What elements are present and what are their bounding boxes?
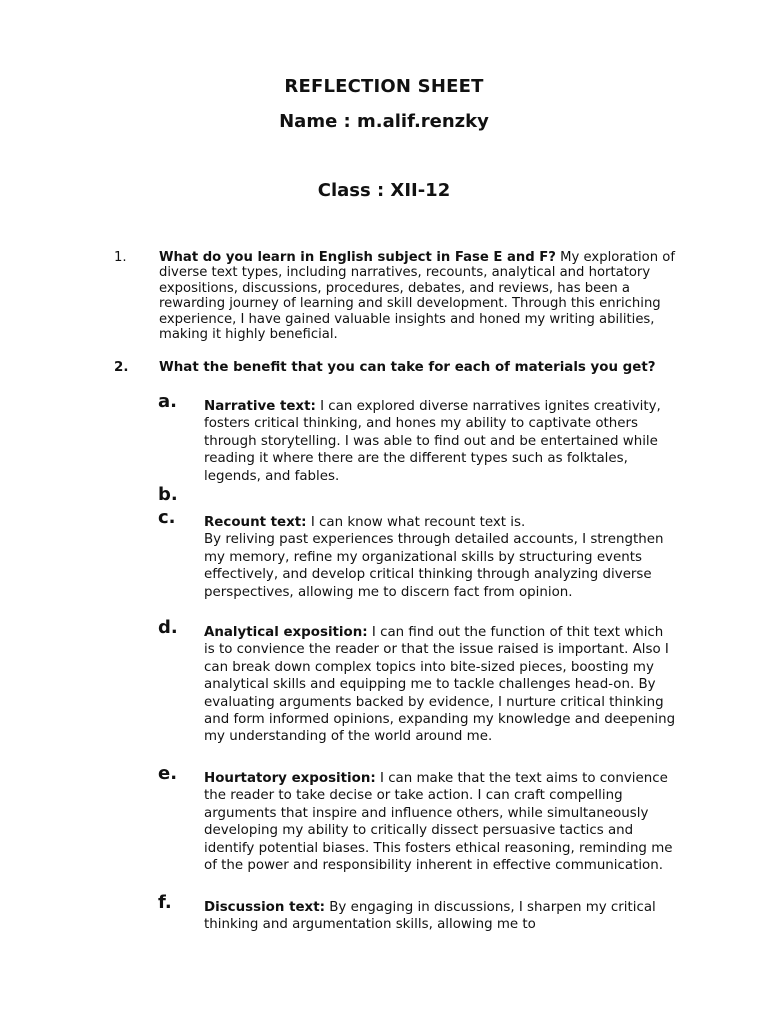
question-text: What the benefit that you can take for each of materials you get? <box>159 360 656 375</box>
item-text-continued: By reliving past experiences through detailed accounts, I strengthen my memory, refine my organizational skills by structuring events effectively, and develop critical thinking through analyzing diverse perspectives, allowing me to discern fact from opinion. <box>204 532 664 600</box>
question-number: 1. <box>114 250 127 265</box>
material-item-narrative <box>158 391 678 485</box>
item-label: Hourtatory exposition: <box>204 771 376 786</box>
item-text-continued: I can craft compelling arguments that inspire and influence others, while simultaneously developing my ability to critically dissect persuasive tactics and identify potential biases. This fosters ethical reasoning, reminding me of the power and responsibility inherent in effective communication. <box>204 788 673 874</box>
question-body <box>159 250 684 342</box>
question-number: 2. <box>114 360 129 375</box>
item-label: Narrative text: <box>204 399 316 414</box>
item-letter: f. <box>158 892 172 913</box>
student-name: Name : m.alif.renzky <box>279 111 489 132</box>
item-letter: b. <box>158 484 178 505</box>
item-text: I can know what recount text is. <box>310 515 526 530</box>
item-body <box>204 899 678 934</box>
item-text: By engaging in discussions, I sharpen my critical thinking and argumentation skills, allowing me to <box>204 900 656 933</box>
item-label: Recount text: <box>204 515 307 530</box>
answer-text: My exploration of diverse text types, including narratives, recounts, analytical and hortatory expositions, discussions, procedures, debates, and reviews, has been a rewarding journey of learning and skill development. Through this enriching experience, I have gained valuable insights and honed my writing abilities, making it highly beneficial. <box>159 250 676 343</box>
material-item-discussion <box>158 892 678 934</box>
item-text: I can find out the function of thit text which is to convience the reader or that the issue raised is important. Also I can break down complex topics into bite-sized pieces, boosting my analytical skills and equipping me to tackle challenges head-on. By evaluating arguments backed by evidence, I nurture critical thinking and form informed opinions, expanding my knowledge and deepening my understanding of the world around me. <box>204 625 676 745</box>
item-text: I can explored diverse narratives ignites creativity, fosters critical thinking, and hones my ability to captivate others through storytelling. I was able to find out and be entertained while reading it where there are the different types such as folktales, legends, and fables. <box>204 399 661 484</box>
item-label: Discussion text: <box>204 900 325 915</box>
document-title: REFLECTION SHEET <box>284 76 484 97</box>
item-label: Analytical exposition: <box>204 625 368 640</box>
student-class: Class : XII-12 <box>317 180 451 201</box>
material-item-hortatory <box>158 763 678 874</box>
material-item-recount <box>158 507 678 601</box>
item-body <box>204 398 678 485</box>
item-body <box>204 624 678 746</box>
item-letter: c. <box>158 507 176 528</box>
question-1 <box>114 250 684 342</box>
item-body <box>204 770 678 874</box>
material-item-analytical <box>158 617 678 746</box>
item-letter: d. <box>158 617 178 638</box>
item-text: I can make that the text aims to convience the reader to take decise or take action. <box>204 771 668 804</box>
item-letter: a. <box>158 391 177 412</box>
question-2 <box>114 359 684 377</box>
item-letter: e. <box>158 763 178 784</box>
item-body <box>204 514 678 601</box>
question-text: What do you learn in English subject in Fase E and F? <box>159 250 556 265</box>
